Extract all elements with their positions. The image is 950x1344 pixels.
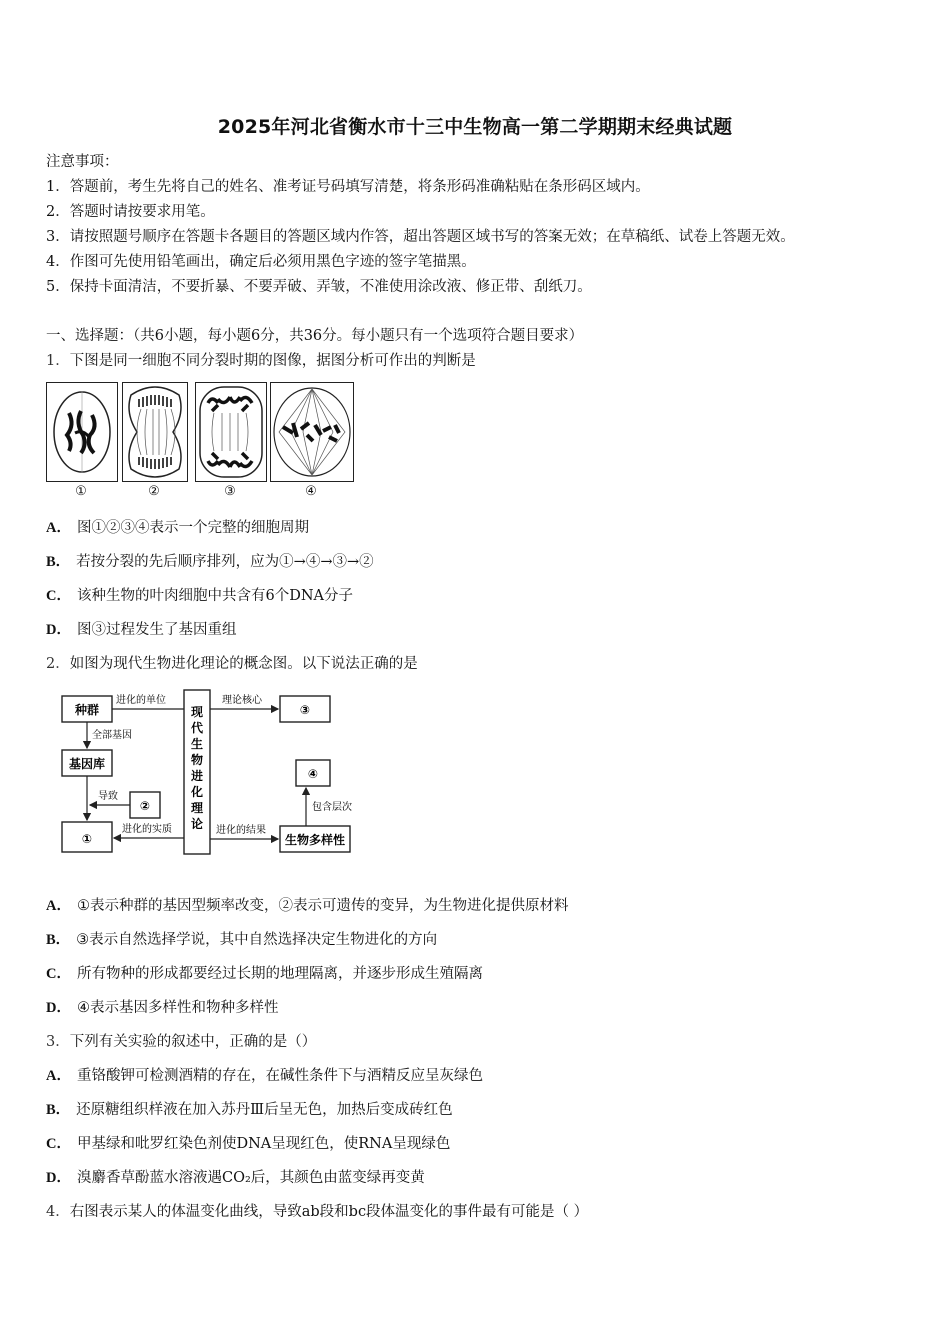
label-center-3: 物 [190, 753, 204, 767]
notice-heading: 注意事项： [46, 154, 119, 170]
option-text: 图①②③④表示一个完整的细胞周期 [76, 520, 309, 536]
label-jieguo: 进化的结果 [216, 825, 266, 836]
label-center-7: 论 [190, 817, 204, 831]
option-c[interactable] [46, 1134, 450, 1154]
label-c2: ② [139, 799, 151, 813]
option-text: 所有物种的形成都要经过长期的地理隔离，并逐步形成生殖隔离 [76, 966, 483, 982]
notice-item: 3．请按照题号顺序在答题卡各题目的答题区域内作答，超出答题区域书写的答案无效；在草稿纸、试卷上答题无效。 [46, 229, 795, 245]
cell-label-3: ③ [224, 484, 236, 499]
label-cengci: 包含层次 [312, 802, 352, 813]
label-center-0: 现 [190, 705, 204, 719]
question-stem: 下列有关实验的叙述中，正确的是（） [69, 1034, 317, 1050]
question-stem: 如图为现代生物进化理论的概念图。以下说法正确的是 [69, 656, 418, 672]
option-c[interactable] [46, 964, 483, 984]
option-b[interactable] [46, 552, 374, 572]
notice-item: 2．答题时请按要求用笔。 [46, 204, 215, 220]
option-b[interactable] [46, 1100, 453, 1120]
option-text: 重铬酸钾可检测酒精的存在，在碱性条件下与酒精反应呈灰绿色 [76, 1068, 483, 1084]
question-1 [46, 351, 476, 371]
option-c[interactable] [46, 586, 353, 606]
label-c4: ④ [307, 767, 319, 781]
option-d[interactable] [46, 1168, 425, 1188]
cell-image-4 [270, 382, 354, 482]
option-letter: C． [46, 966, 71, 982]
option-d[interactable] [46, 620, 236, 640]
option-text: 溴麝香草酚蓝水溶液遇CO₂后，其颜色由蓝变绿再变黄 [76, 1170, 425, 1186]
notice-item: 5．保持卡面清洁，不要折暴、不要弄破、弄皱，不准使用涂改液、修正带、刮纸刀。 [46, 279, 592, 295]
option-letter: A． [46, 520, 71, 536]
option-letter: C． [46, 588, 71, 604]
option-d[interactable] [46, 998, 278, 1018]
option-letter: B． [46, 554, 71, 570]
option-letter: C． [46, 1136, 71, 1152]
option-letter: B． [46, 1102, 71, 1118]
label-shizhi: 进化的实质 [122, 824, 172, 835]
label-zhongqun: 种群 [74, 703, 100, 717]
page-title: 2025年河北省衡水市十三中生物高一第二学期期末经典试题 [217, 116, 733, 138]
label-danwei: 进化的单位 [116, 695, 166, 706]
option-text: ①表示种群的基因型频率改变，②表示可遗传的变异，为生物进化提供原材料 [76, 898, 569, 914]
question-stem: 右图表示某人的体温变化曲线，导致ab段和bc段体温变化的事件最有可能是（ ） [69, 1204, 589, 1220]
question-3 [46, 1032, 316, 1052]
label-center-5: 化 [190, 785, 204, 799]
option-a[interactable] [46, 1066, 483, 1086]
option-a[interactable] [46, 896, 568, 916]
label-c1: ① [81, 832, 93, 846]
section-heading: 一、选择题：（共6小题，每小题6分，共36分。每小题只有一个选项符合题目要求） [46, 328, 584, 344]
option-text: ④表示基因多样性和物种多样性 [76, 1000, 279, 1016]
question-number: 4． [46, 1204, 70, 1220]
option-letter: A． [46, 898, 71, 914]
notice-item: 1．答题前，考生先将自己的姓名、准考证号码填写清楚，将条形码准确粘贴在条形码区域内。 [46, 179, 650, 195]
option-text: 甲基绿和吡罗红染色剂使DNA呈现红色，使RNA呈现绿色 [76, 1136, 451, 1152]
option-letter: A． [46, 1068, 71, 1084]
label-c3: ③ [299, 703, 311, 717]
option-text: 若按分裂的先后顺序排列，应为①→④→③→② [76, 554, 374, 570]
label-center-2: 生 [190, 737, 204, 751]
label-center-6: 理 [190, 801, 204, 815]
question-number: 3． [46, 1034, 70, 1050]
notice-item: 4．作图可先使用铅笔画出，确定后必须用黑色字迹的签字笔描黑。 [46, 254, 476, 270]
cell-image-1 [46, 382, 118, 482]
label-jiyinku: 基因库 [68, 757, 106, 771]
option-text: 还原糖组织样液在加入苏丹Ⅲ后呈无色，加热后变成砖红色 [76, 1102, 453, 1118]
cell-image-2 [122, 382, 188, 482]
cell-label-1: ① [75, 484, 87, 499]
option-a[interactable] [46, 518, 309, 538]
question-stem: 下图是同一细胞不同分裂时期的图像，据图分析可作出的判断是 [69, 353, 476, 369]
option-letter: D． [46, 622, 71, 638]
question-number: 1． [46, 353, 70, 369]
option-letter: B． [46, 932, 71, 948]
label-center-1: 代 [190, 721, 204, 735]
option-text: ③表示自然选择学说，其中自然选择决定生物进化的方向 [76, 932, 438, 948]
option-b[interactable] [46, 930, 437, 950]
cell-label-4: ④ [305, 484, 317, 499]
option-text: 该种生物的叶肉细胞中共含有6个DNA分子 [76, 588, 353, 604]
label-hexin: 理论核心 [222, 695, 262, 706]
label-duoyang: 生物多样性 [284, 833, 346, 847]
cell-image-3 [195, 382, 267, 482]
label-quanbu: 全部基因 [92, 730, 132, 741]
label-daozhi: 导致 [98, 791, 118, 802]
option-letter: D． [46, 1000, 71, 1016]
question-4 [46, 1202, 588, 1222]
question-number: 2． [46, 656, 70, 672]
cell-label-2: ② [148, 484, 160, 499]
option-letter: D． [46, 1170, 71, 1186]
label-center-4: 进 [190, 769, 204, 783]
evolution-concept-diagram [60, 688, 360, 858]
question-2 [46, 654, 418, 674]
option-text: 图③过程发生了基因重组 [76, 622, 237, 638]
